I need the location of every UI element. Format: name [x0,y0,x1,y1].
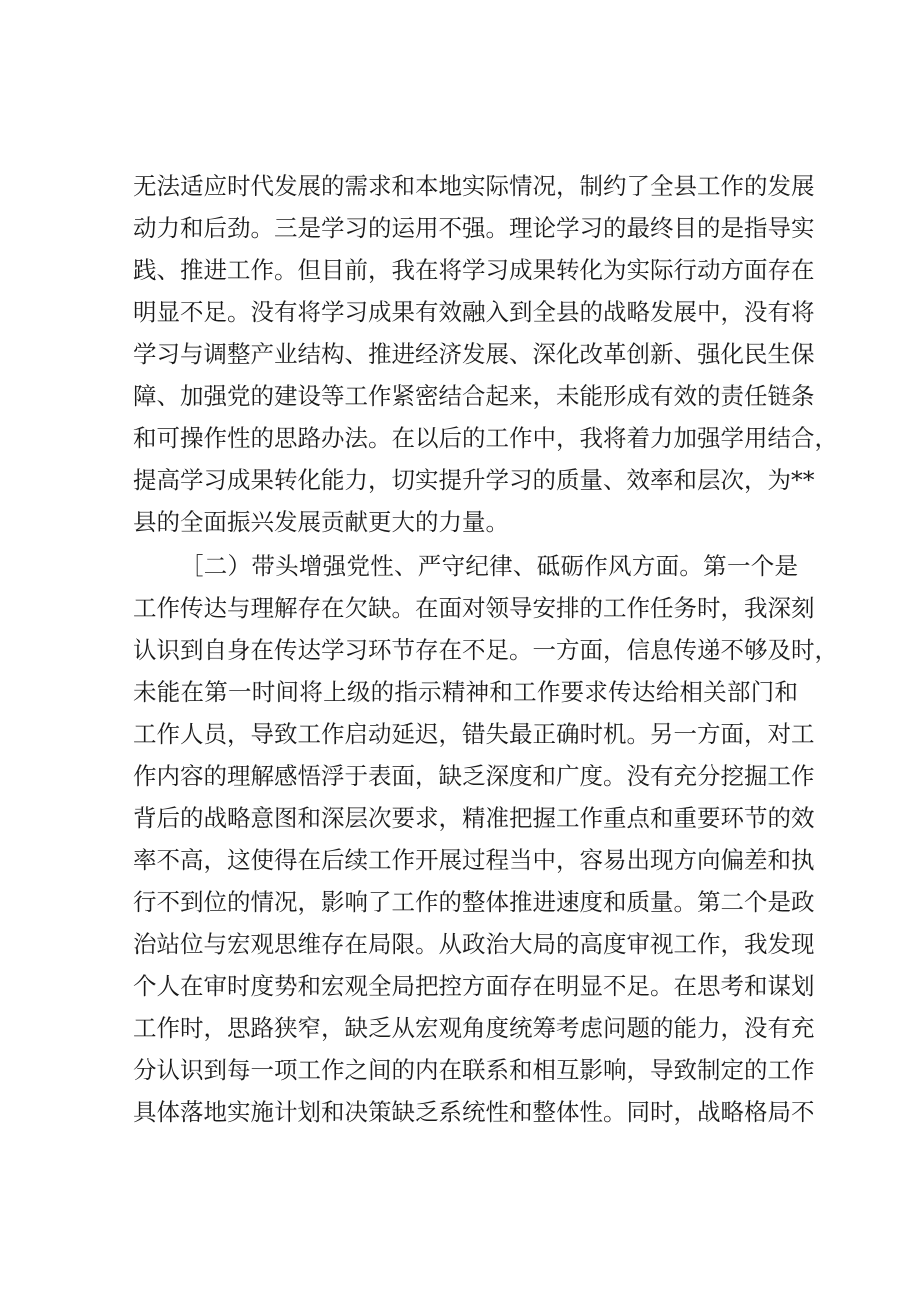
paragraph-line: 分认识到每一项工作之间的内在联系和相互影响，导致制定的工作 [133,1056,815,1084]
paragraph-line: 行不到位的情况，影响了工作的整体推进速度和质量。第二个是政 [133,888,815,916]
paragraph-line: 无法适应时代发展的需求和本地实际情况，制约了全县工作的发展 [133,172,815,200]
paragraph-line: 认识到自身在传达学习环节存在不足。一方面，信息传递不够及时， [133,636,838,664]
paragraph-line: 学习与调整产业结构、推进经济发展、深化改革创新、强化民生保 [133,340,815,368]
paragraph-line: 工作传达与理解存在欠缺。在面对领导安排的工作任务时，我深刻 [133,594,815,622]
paragraph-line: 动力和后劲。三是学习的运用不强。理论学习的最终目的是指导实 [133,214,815,242]
paragraph-line: 和可操作性的思路办法。在以后的工作中，我将着力加强学用结合， [133,424,838,452]
paragraph-line-indented: ［二）带头增强党性、严守纪律、砥砺作风方面。第一个是 [180,552,798,580]
paragraph-line: 工作时，思路狭窄，缺乏从宏观角度统筹考虑问题的能力，没有充 [133,1014,815,1042]
paragraph-line: 率不高，这使得在后续工作开展过程当中，容易出现方向偏差和执 [133,846,815,874]
paragraph-line: 县的全面振兴发展贡献更大的力量。 [133,508,509,536]
paragraph-line: 践、推进工作。但目前，我在将学习成果转化为实际行动方面存在 [133,256,815,284]
paragraph-1 [133,165,838,543]
paragraph-line: 工作人员，导致工作启动延迟，错失最正确时机。另一方面，对工 [133,720,815,748]
paragraph-line: 提高学习成果转化能力，切实提升学习的质量、效率和层次，为** [133,466,815,494]
paragraph-line: 明显不足。没有将学习成果有效融入到全县的战略发展中，没有将 [133,298,815,326]
paragraph-line: 具体落地实施计划和决策缺乏系统性和整体性。同时，战略格局不 [133,1098,815,1126]
paragraph-line: 障、加强党的建设等工作紧密结合起来，未能形成有效的责任链条 [133,382,815,410]
paragraph-line: 未能在第一时间将上级的指示精神和工作要求传达给相关部门和 [133,678,798,706]
paragraph-line: 治站位与宏观思维存在局限。从政治大局的高度审视工作，我发现 [133,930,815,958]
paragraph-line: 背后的战略意图和深层次要求，精准把握工作重点和重要环节的效 [133,804,815,832]
paragraph-line: 作内容的理解感悟浮于表面，缺乏深度和广度。没有充分挖掘工作 [133,762,815,790]
paragraph-2 [133,545,838,1133]
paragraph-line: 个人在审时度势和宏观全局把控方面存在明显不足。在思考和谋划 [133,972,815,1000]
